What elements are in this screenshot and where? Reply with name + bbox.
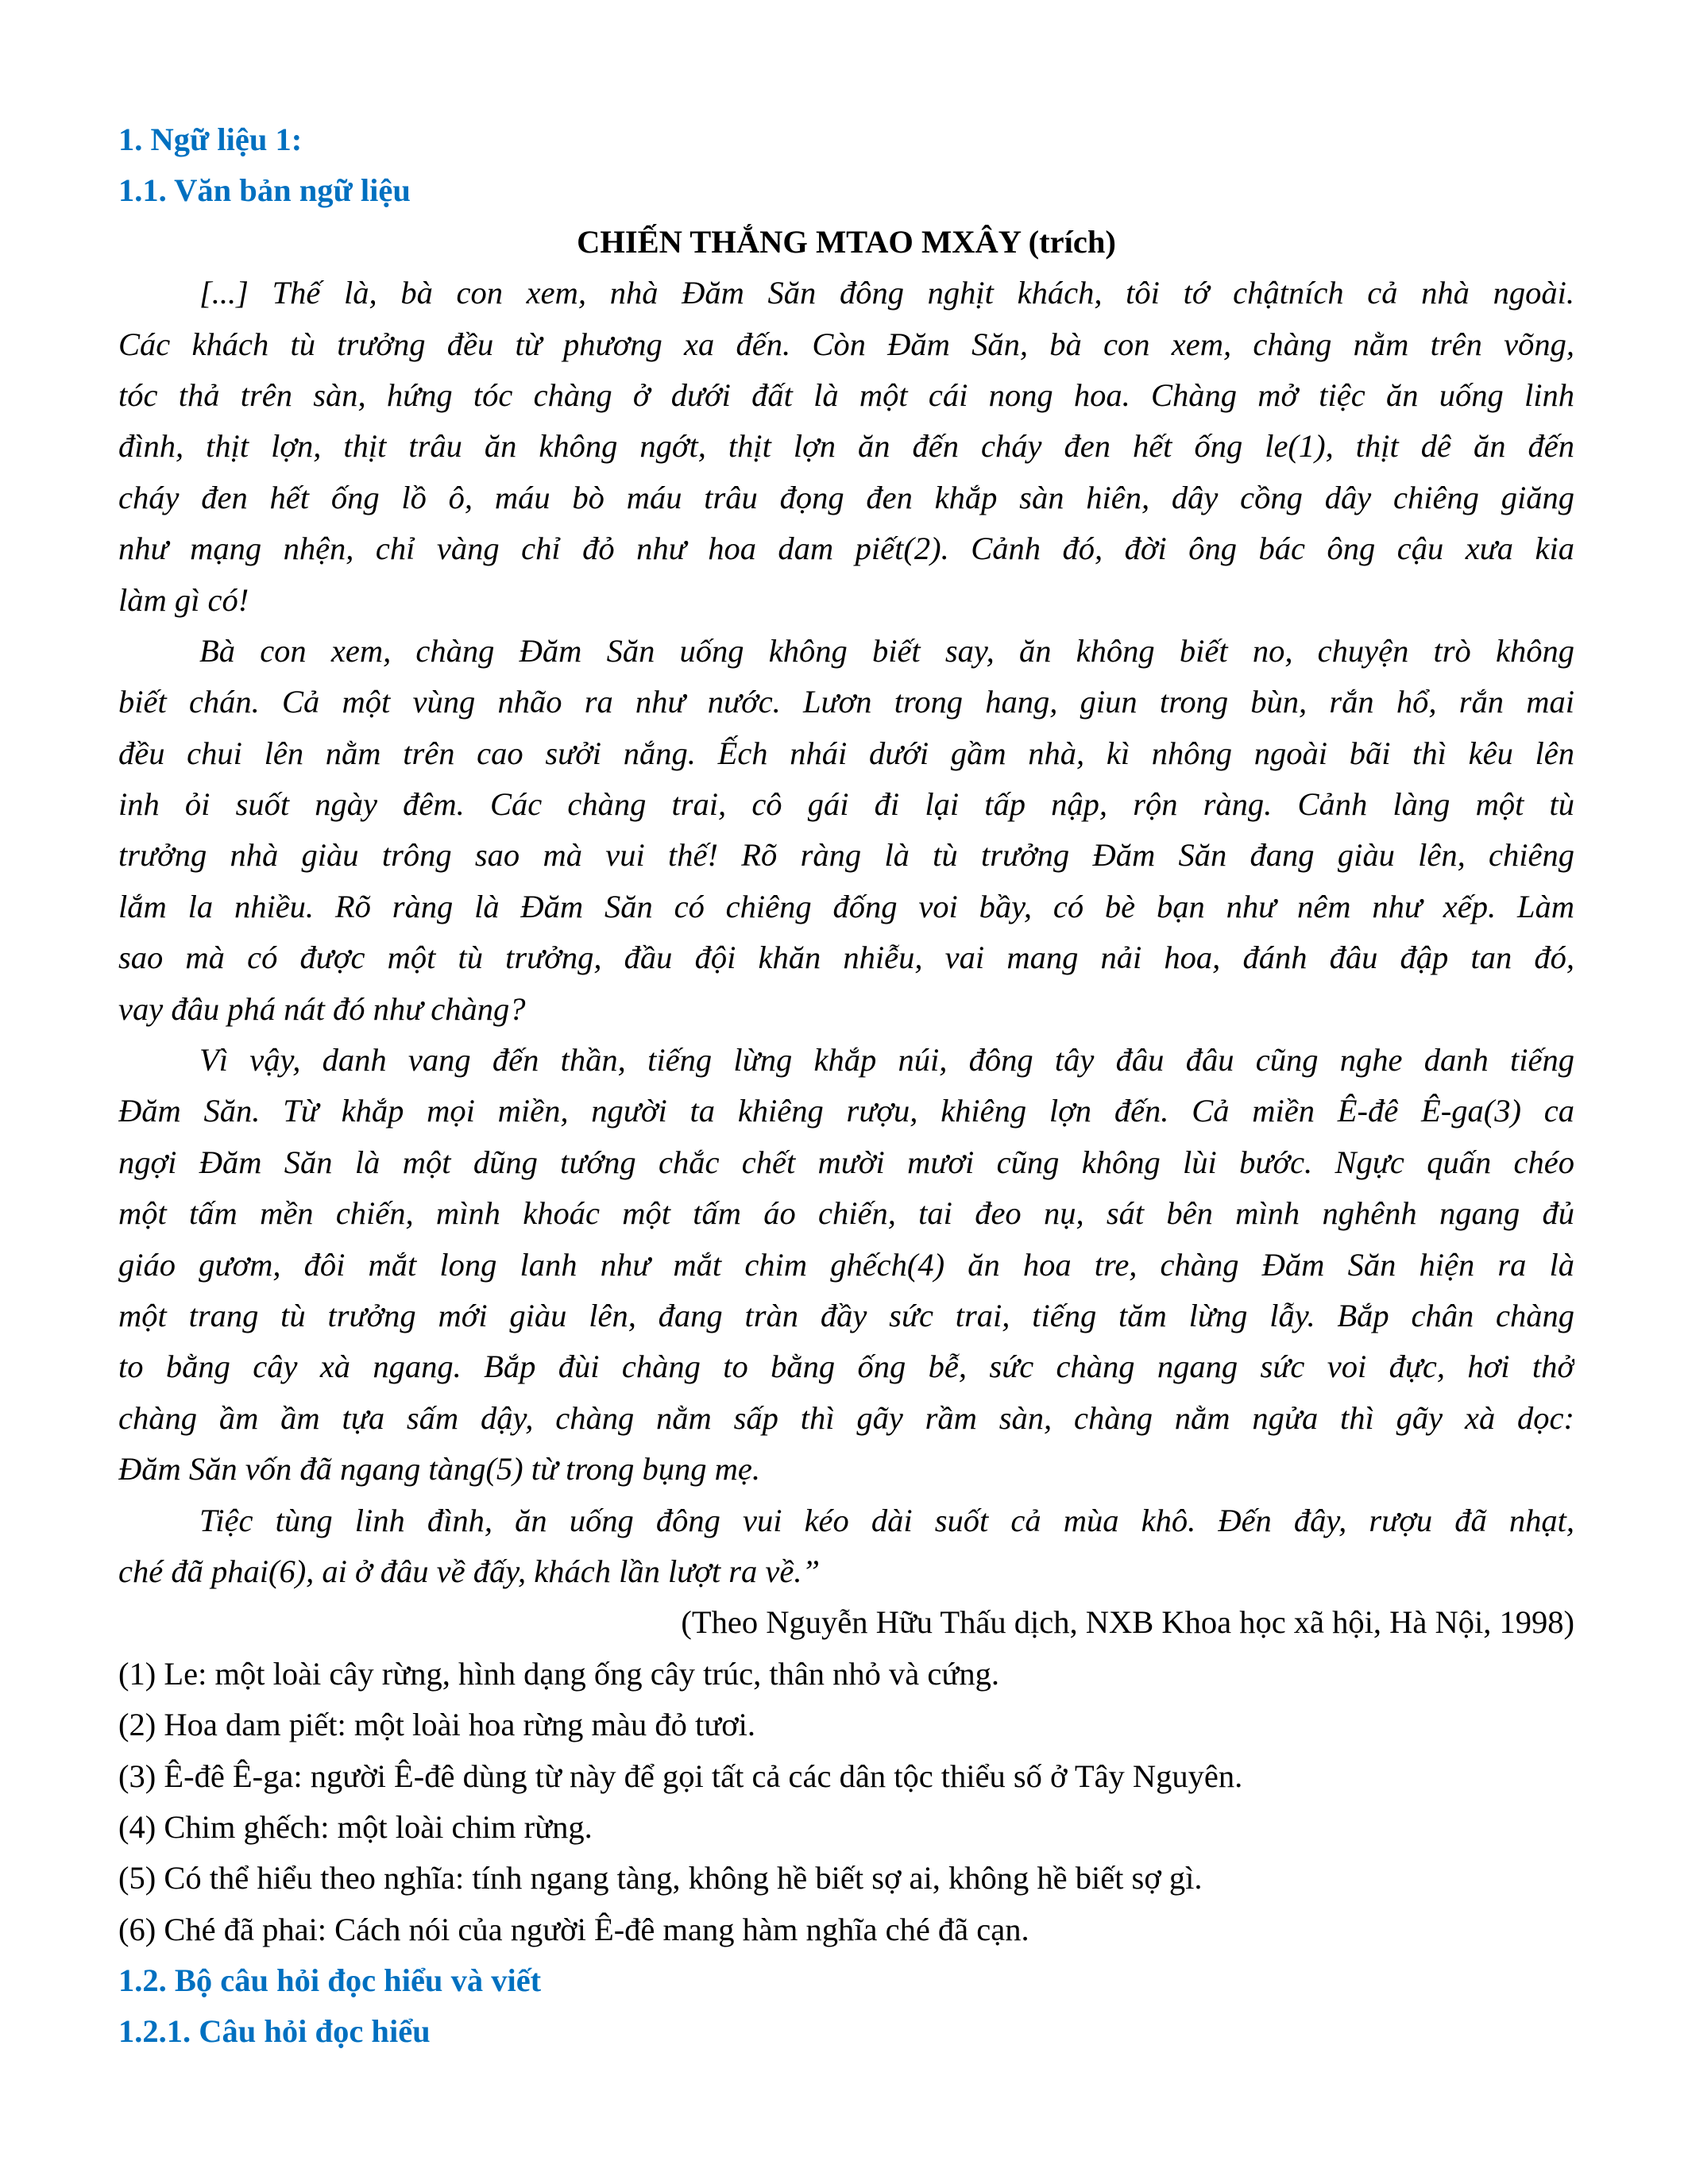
paragraph-line: đều chui lên nằm trên cao sưởi nắng. Ếch nhái dưới gầm nhà, kì nhông ngoài bãi thì kêu lên [118,735,1574,771]
paragraph-line: làm gì có! [118,581,249,618]
paragraph-line: vay đâu phá nát đó như chàng? [118,990,526,1027]
section-heading-1-1: 1.1. Văn bản ngữ liệu [118,172,411,209]
section-heading-1-2-1: 1.2.1. Câu hỏi đọc hiểu [118,2013,431,2050]
document-page [118,114,1574,2058]
paragraph-line: Đăm Săn. Từ khắp mọi miền, người ta khiêng rượu, khiêng lợn đến. Cả miền Ê-đê Ê-ga(3) ca [118,1093,1574,1129]
citation: (Theo Nguyễn Hữu Thấu dịch, NXB Khoa học xã hội, Hà Nội, 1998) [681,1604,1574,1641]
footnote: (1) Le: một loài cây rừng, hình dạng ống cây trúc, thân nhỏ và cứng. [118,1655,999,1692]
paragraph-line: cháy đen hết ống lồ ô, máu bò máu trâu đọng đen khắp sàn hiên, dây cồng dây chiêng giăng [118,479,1574,515]
paragraph-line: [...] Thế là, bà con xem, nhà Đăm Săn đông nghịt khách, tôi tớ chậtních cả nhà ngoài. [199,275,1574,311]
footnote: (3) Ê-đê Ê-ga: người Ê-đê dùng từ này để gọi tất cả các dân tộc thiểu số ở Tây Nguyên. [118,1758,1243,1794]
paragraph-line: Vì vậy, danh vang đến thần, tiếng lừng khắp núi, đông tây đâu đâu cũng nghe danh tiếng [199,1042,1574,1078]
paragraph-line: to bằng cây xà ngang. Bắp đùi chàng to bằng ống bễ, sức chàng ngang sức voi đực, hơi thở [118,1349,1574,1385]
section-heading-1: 1. Ngữ liệu 1: [118,122,303,157]
paragraph-line: một tấm mền chiến, mình khoác một tấm áo chiến, tai đeo nụ, sát bên mình nghênh ngang đủ [118,1195,1574,1232]
footnote: (2) Hoa dam piết: một loài hoa rừng màu đỏ tươi. [118,1707,756,1743]
paragraph-line: ché đã phai(6), ai ở đâu về đấy, khách lần lượt ra về.” [118,1553,821,1589]
paragraph-line: như mạng nhện, chỉ vàng chỉ đỏ như hoa dam piết(2). Cảnh đó, đời ông bác ông cậu xưa kia [118,531,1574,567]
paragraph-line: biết chán. Cả một vùng nhão ra như nước. Lươn trong hang, giun trong bùn, rắn hổ, rắn mai [118,684,1574,720]
paragraph-line: tóc thả trên sàn, hứng tóc chàng ở dưới đất là một cái nong hoa. Chàng mở tiệc ăn uống linh [118,376,1574,413]
paragraph-line: chàng ầm ầm tựa sấm dậy, chàng nằm sấp thì gãy rầm sàn, chàng nằm ngửa thì gãy xà dọc: [118,1399,1574,1436]
literary-excerpt [118,268,1574,1597]
footnotes [118,1649,1574,1955]
section-heading-1-2: 1.2. Bộ câu hỏi đọc hiểu và viết [118,1962,542,1999]
footnote: (5) Có thể hiểu theo nghĩa: tính ngang tàng, không hề biết sợ ai, không hề biết sợ gì. [118,1860,1203,1897]
paragraph-line: Đăm Săn vốn đã ngang tàng(5) từ trong bụng mẹ. [118,1451,761,1488]
footnote: (4) Chim ghếch: một loài chim rừng. [118,1808,593,1845]
paragraph-line: Tiệc tùng linh đình, ăn uống đông vui kéo dài suốt cả mùa khô. Đến đây, rượu đã nhạt, [199,1502,1574,1538]
footnote: (6) Ché đã phai: Cách nói của người Ê-đê mang hàm nghĩa ché đã cạn. [118,1911,1029,1947]
text-title: CHIẾN THẮNG MTAO MXÂY (trích) [577,223,1116,260]
paragraph-line: giáo gươm, đôi mắt long lanh như mắt chim ghếch(4) ăn hoa tre, chàng Đăm Săn hiện ra là [118,1246,1574,1283]
paragraph-line: inh ỏi suốt ngày đêm. Các chàng trai, cô gái đi lại tấp nập, rộn ràng. Cảnh làng một tù [118,786,1574,823]
paragraph-line: ngợi Đăm Săn là một dũng tướng chắc chết mười mươi cũng không lùi bước. Ngực quấn chéo [118,1144,1574,1180]
paragraph-line: trưởng nhà giàu trông sao mà vui thế! Rõ ràng là tù trưởng Đăm Săn đang giàu lên, chiêng [118,837,1574,874]
paragraph-line: đình, thịt lợn, thịt trâu ăn không ngớt, thịt lợn ăn đến cháy đen hết ống le(1), thịt dê ăn đến [118,428,1574,465]
paragraph-line: lắm la nhiều. Rõ ràng là Đăm Săn có chiêng đống voi bầy, có bè bạn như nêm như xếp. Làm [118,888,1574,924]
paragraph-line: một trang tù trưởng mới giàu lên, đang tràn đầy sức trai, tiếng tăm lừng lẫy. Bắp chân chàng [118,1297,1574,1333]
paragraph-line: sao mà có được một tù trưởng, đầu đội khăn nhiễu, vai mang nải hoa, đánh đâu đập tan đó, [118,940,1574,976]
paragraph-line: Bà con xem, chàng Đăm Săn uống không biết say, ăn không biết no, chuyện trò không [199,632,1574,669]
paragraph-line: Các khách tù trưởng đều từ phương xa đến. Còn Đăm Săn, bà con xem, chàng nằm trên võng, [118,326,1574,362]
